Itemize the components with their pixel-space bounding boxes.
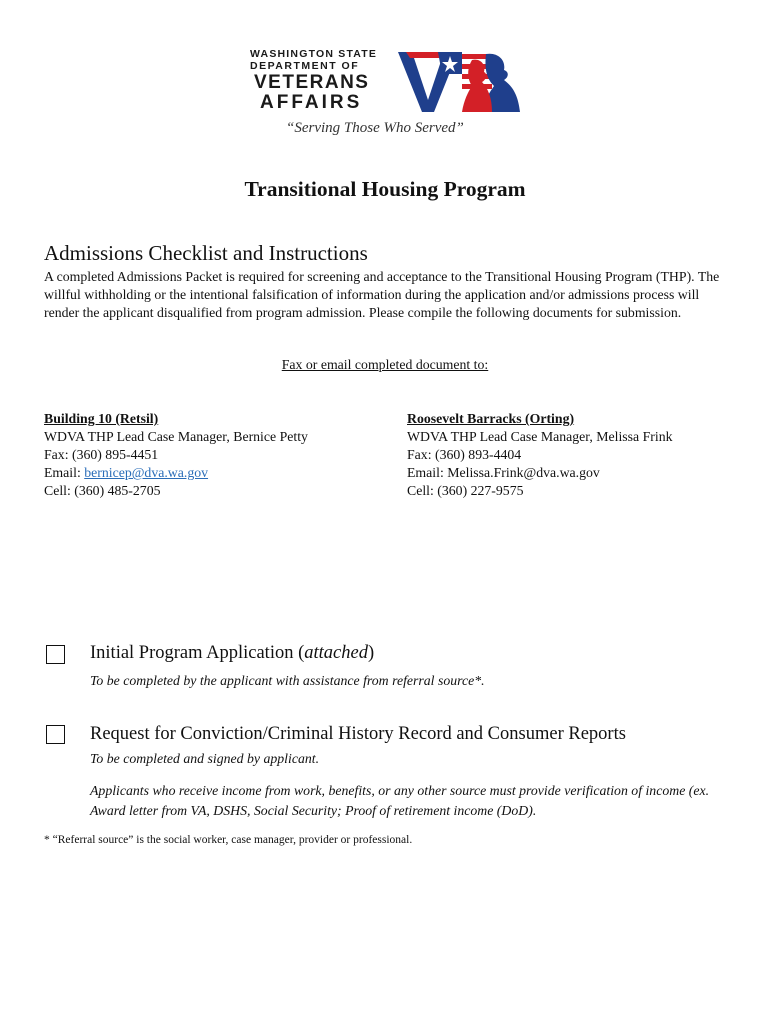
footnote: * “Referral source” is the social worker, case manager, provider or professional. <box>44 834 413 846</box>
contact-cell: Cell: (360) 227-9575 <box>407 483 524 498</box>
checkbox-initial-application[interactable] <box>46 645 65 664</box>
contact-email: Melissa.Frink@dva.wa.gov <box>447 465 600 480</box>
flag-silhouette-icon <box>398 50 520 114</box>
contact-email-link[interactable]: bernicep@dva.wa.gov <box>84 465 209 480</box>
contact-block-retsil <box>44 410 308 500</box>
logo-text-veterans: VETERANS <box>254 72 370 93</box>
page-title: Transitional Housing Program <box>244 177 526 201</box>
contact-fax: Fax: (360) 893-4404 <box>407 447 522 462</box>
intro-paragraph: A completed Admissions Packet is required for screening and acceptance to the Transitional Housing Program (THP). The willful withholding or the intentional falsification of information during the application and/or admissions process will render the applicant disqualified from program admission. Please compile the following documents for submission. <box>44 269 720 320</box>
logo-text-affairs: AFFAIRS <box>260 92 363 113</box>
logo-text-state: WASHINGTON STATE <box>250 48 378 60</box>
wdva-logo <box>250 48 520 148</box>
checkbox-criminal-history-request[interactable] <box>46 725 65 744</box>
contact-manager: WDVA THP Lead Case Manager, Bernice Petty <box>44 429 308 444</box>
contact-email-label: Email: <box>407 465 448 480</box>
checklist-note: To be completed and signed by applicant. <box>90 751 320 766</box>
logo-text-department: DEPARTMENT OF <box>250 60 360 72</box>
contact-block-orting <box>407 410 673 500</box>
contact-heading: Building 10 (Retsil) <box>44 411 159 426</box>
contact-email-label: Email: <box>44 465 85 480</box>
checklist-item-criminal-history-request: Request for Conviction/Criminal History Record and Consumer Reports <box>90 724 626 744</box>
fax-instruction: Fax or email completed document to: <box>281 357 489 372</box>
logo-tagline: “Serving Those Who Served” <box>286 120 464 136</box>
section-heading: Admissions Checklist and Instructions <box>44 241 368 265</box>
checklist-note-income: Applicants who receive income from work, benefits, or any other source must provide verification of income (ex. Award letter from VA, DSHS, Social Security; Proof of retirement income (DoD). <box>90 783 710 818</box>
contact-cell: Cell: (360) 485-2705 <box>44 483 161 498</box>
contact-manager: WDVA THP Lead Case Manager, Melissa Frink <box>407 429 673 444</box>
contact-fax: Fax: (360) 895-4451 <box>44 447 159 462</box>
contact-heading: Roosevelt Barracks (Orting) <box>407 411 575 426</box>
checklist-note: To be completed by the applicant with assistance from referral source*. <box>90 673 485 688</box>
checklist-item-initial-application: Initial Program Application (attached) <box>90 643 375 663</box>
